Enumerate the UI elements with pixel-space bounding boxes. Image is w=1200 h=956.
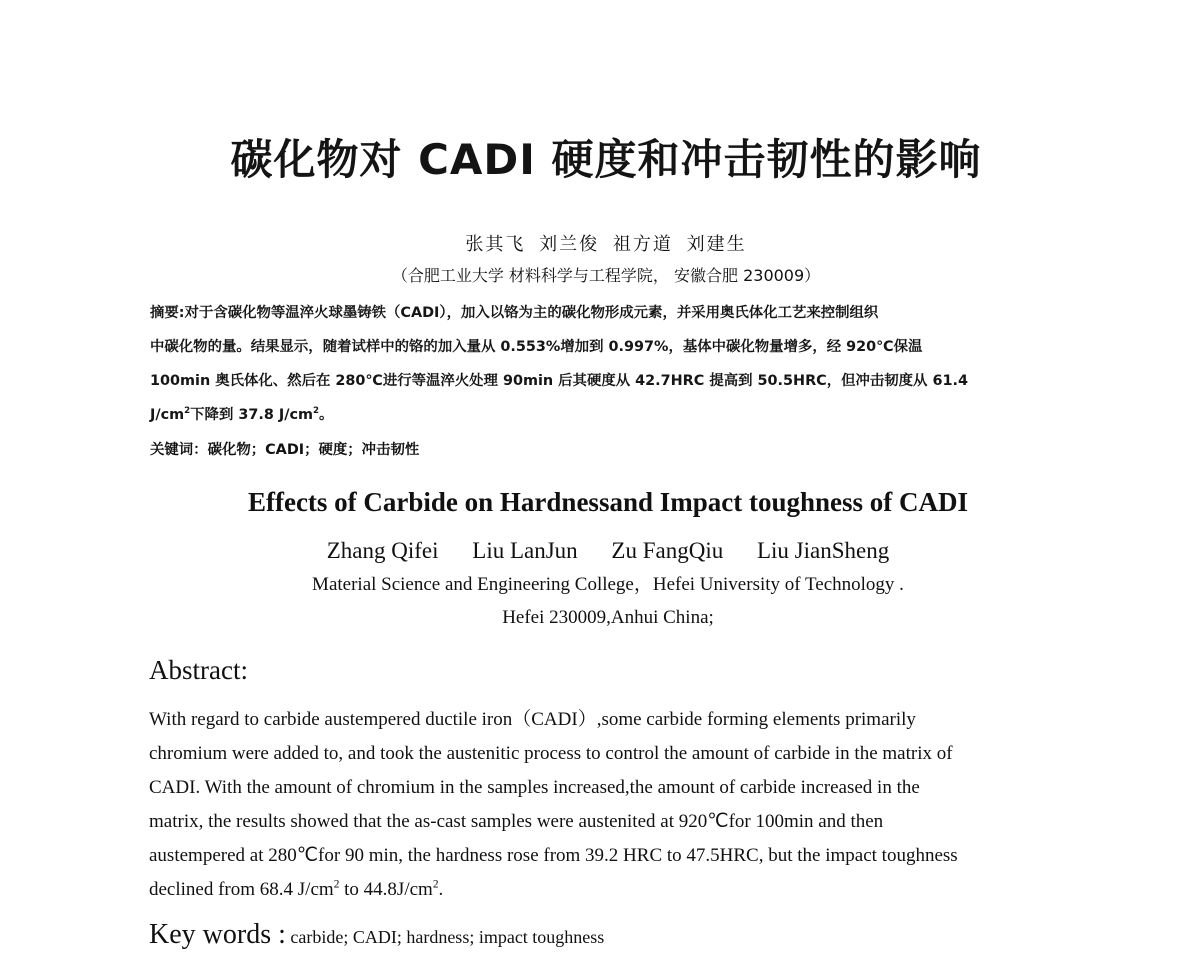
chinese-title: 碳化物对 CADI 硬度和冲击韧性的影响 xyxy=(230,135,982,184)
chinese-abstract-last-line xyxy=(150,398,1070,432)
english-title: Effects of Carbide on Hardnessand Impact toughness of CADI xyxy=(247,487,969,517)
abstract-line: With regard to carbide austempered ductile iron（CADI）,some carbide forming elements primarily xyxy=(149,709,916,730)
abstract-line: austempered at 280℃for 90 min, the hardness rose from 39.2 HRC to 47.5HRC, but the impact toughness xyxy=(149,845,958,866)
chinese-abstract-line: 摘要:对于含碳化物等温淬火球墨铸铁（CADI），加入以铬为主的碳化物形成元素，并采用奥氏体化工艺来控制组织 xyxy=(150,305,879,321)
author-name: Liu JianSheng xyxy=(756,538,890,563)
superscript: 2 xyxy=(313,406,320,417)
author-name: Zu FangQiu xyxy=(611,538,724,563)
superscript: 2 xyxy=(184,406,191,417)
english-abstract xyxy=(149,703,1069,907)
english-keywords xyxy=(149,918,604,956)
chinese-abstract-line: 100min 奥氏体化、然后在 280℃进行等温淬火处理 90min 后其硬度从 42.7HRC 提高到 50.5HRC，但冲击韧度从 61.4 xyxy=(150,373,968,389)
abstract-line: CADI. With the amount of chromium in the samples increased,the amount of carbide increased in the xyxy=(149,777,920,798)
abstract-line: matrix, the results showed that the as-cast samples were austenited at 920℃for 100min and then xyxy=(149,811,884,832)
author-name: Liu LanJun xyxy=(472,538,578,563)
text-span: 。 xyxy=(319,407,334,423)
text-span: J/cm xyxy=(150,407,185,423)
english-affiliation: Material Science and Engineering College，Hefei University of Technology . xyxy=(312,574,904,595)
chinese-abstract xyxy=(150,296,1070,432)
text-span: to 44.8J/cm xyxy=(339,879,433,900)
chinese-affiliation: （合肥工业大学 材料科学与工程学院， 安徽合肥 230009） xyxy=(391,266,821,285)
chinese-abstract-line: 中碳化物的量。结果显示，随着试样中的铬的加入量从 0.553%增加到 0.997%，基体中碳化物量增多，经 920℃保温 xyxy=(150,339,923,355)
abstract-line: chromium were added to, and took the austenitic process to control the amount of carbide in the matrix of xyxy=(149,743,953,764)
text-span: . xyxy=(438,879,444,900)
chinese-authors: 张其飞 刘兰俊 祖方道 刘建生 xyxy=(465,234,747,255)
superscript: 2 xyxy=(432,878,439,891)
english-authors xyxy=(0,535,1200,567)
text-span: 下降到 37.8 J/cm xyxy=(190,407,313,423)
english-affiliation-address: Hefei 230009,Anhui China; xyxy=(502,607,714,628)
abstract-heading: Abstract: xyxy=(149,655,248,685)
chinese-keywords: 关键词：碳化物；CADI；硬度；冲击韧性 xyxy=(150,442,420,458)
text-span: declined from 68.4 J/cm xyxy=(149,879,334,900)
keywords-text: carbide; CADI; hardness; impact toughness xyxy=(285,927,605,947)
abstract-last-line xyxy=(149,873,1069,907)
superscript: 2 xyxy=(333,878,340,891)
author-name: Zhang Qifei xyxy=(326,538,439,563)
keywords-label: Key words : xyxy=(149,919,286,950)
